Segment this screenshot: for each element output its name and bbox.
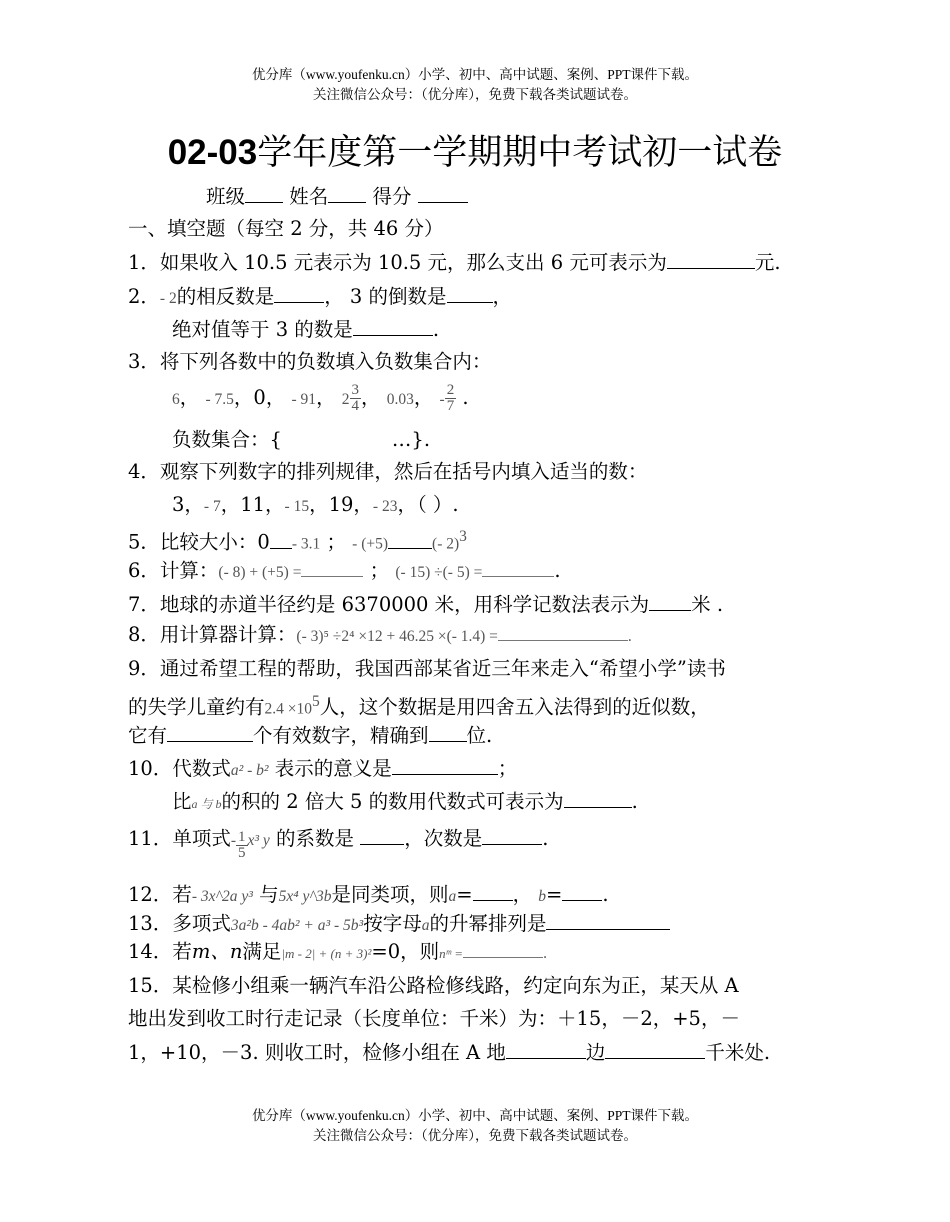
question-9-line-3: 它有 个有效数字，精确到 位. xyxy=(128,724,493,747)
footer-line-2: 关注微信公众号：（优分库），免费下载各类试题试卷。 xyxy=(313,1128,637,1143)
header-line-2: 关注微信公众号：（优分库），免费下载各类试题试卷。 xyxy=(313,87,637,102)
q2-blank-1[interactable] xyxy=(274,284,324,303)
q5-blank-2[interactable] xyxy=(388,530,432,549)
q3-n2: - 7.5 xyxy=(205,391,234,408)
q5-blank-1[interactable] xyxy=(270,530,292,549)
q3-n1: 6 xyxy=(172,391,180,408)
q3-n5-whole: 2 xyxy=(341,391,350,408)
question-1 xyxy=(128,250,781,275)
question-14: 14．若m、n满足|m - 2| + (n + 3)²=0，则nᵐ = . xyxy=(128,940,547,963)
question-9-line-2: 的失学儿童约有$2.4 \times 10^5$人，这个数据是用四舍五入法得到的近似数， xyxy=(128,693,710,719)
question-7: 7．地球的赤道半径约是 6370000 米，用科学记数法表示为 米 . xyxy=(128,593,724,616)
question-12: 12．若- 3x^2a y³ 与5x⁴ y^3b是同类项，则a= ， b= . xyxy=(128,883,609,906)
q3-n7-fraction: $\frac{2}{7}$ xyxy=(446,382,455,414)
q3-n4: - 91 xyxy=(291,391,317,408)
q7-blank[interactable] xyxy=(649,592,691,611)
q15-blank-2[interactable] xyxy=(605,1040,705,1059)
q1-end: 元. xyxy=(754,251,781,274)
q2-num: 2． xyxy=(128,285,160,308)
student-info xyxy=(206,184,468,209)
question-11: 11．单项式- $\frac{1}{5}$ x³ y 的系数是 ，次数是 . xyxy=(128,827,549,861)
q8-blank[interactable] xyxy=(498,626,628,641)
q11-fraction: $\frac{1}{5}$ xyxy=(238,829,246,861)
q2-text-a: 的相反数是 xyxy=(176,285,275,308)
q10-blank-1[interactable] xyxy=(392,756,498,775)
q3-n3: 0 xyxy=(253,386,266,409)
question-9: 9．通过希望工程的帮助，我国西部某省近三年来走入“希望小学”读书 xyxy=(128,657,726,680)
header-line-1: 优分库（www.youfenku.cn）小学、初中、高中试题、案例、PPT课件下载。 xyxy=(251,67,699,82)
q3-set-end: …}. xyxy=(391,428,431,451)
q4-sequence: 3，- 7，11，- 15，19，- 23，（ ）. xyxy=(172,493,459,516)
score-label: 得分 xyxy=(372,185,412,208)
score-blank[interactable] xyxy=(418,184,468,203)
q12-blank-b[interactable] xyxy=(562,882,602,901)
q6-blank-1[interactable] xyxy=(301,562,363,577)
question-6: 6．计算：(- 8) + (+5) = ； (- 15) ÷(- 5) = . xyxy=(128,559,561,582)
q3-n5-fraction: $\frac{3}{4}$ xyxy=(351,382,360,414)
page-title xyxy=(0,125,950,175)
title-text: 学年度第一学期期中考试初一试卷 xyxy=(257,133,783,173)
question-15: 15．某检修小组乘一辆汽车沿公路检修线路，约定向东为正，某天从 A xyxy=(128,974,739,997)
q15-blank-1[interactable] xyxy=(506,1040,586,1059)
q11-blank-2[interactable] xyxy=(482,826,542,845)
question-5: 5．比较大小：0 - 3.1 ； - (+5) (- 2)$^3$ xyxy=(128,528,467,554)
footer-line-1: 优分库（www.youfenku.cn）小学、初中、高中试题、案例、PPT课件下载。 xyxy=(251,1108,699,1123)
question-10-line-2: 比a 与 b的积的 2 倍大 5 的数用代数式可表示为 . xyxy=(172,790,638,813)
question-15-line-3: 1，+10，－3. 则收工时，检修小组在 A 地 边 千米处. xyxy=(128,1041,771,1064)
q10-blank-2[interactable] xyxy=(564,789,632,808)
question-10: 10．代数式a² - b² 表示的意义是 ； xyxy=(128,757,518,780)
question-3: 3．将下列各数中的负数填入负数集合内： xyxy=(128,350,492,373)
q13-blank[interactable] xyxy=(546,911,670,930)
section-heading: 一、填空题（每空 2 分，共 46 分） xyxy=(128,217,444,240)
q9-blank-2[interactable] xyxy=(429,723,467,742)
q3-n7-sign: - xyxy=(439,391,445,408)
q9-blank-1[interactable] xyxy=(167,723,253,742)
q3-number-list: 6， - 7.5，0， - 91， 2 $\frac{3}{4}$ ， 0.03， - $\frac{2}{7}$ . xyxy=(172,382,469,414)
q3-n6: 0.03 xyxy=(386,391,414,408)
question-2 xyxy=(128,284,512,311)
q2-math: - 2 xyxy=(159,290,177,307)
q2-blank-2[interactable] xyxy=(447,284,493,303)
q14-blank[interactable] xyxy=(463,943,543,958)
question-13: 13．多项式3a²b - 4ab² + a³ - 5b³按字母a的升幂排列是 xyxy=(128,911,670,938)
q6-blank-2[interactable] xyxy=(482,562,554,577)
title-year: 02-03 xyxy=(167,133,258,172)
q1-blank[interactable] xyxy=(667,250,755,269)
q11-blank-1[interactable] xyxy=(360,826,404,845)
q2-text-b: ， 3 的倒数是 xyxy=(324,285,447,308)
q3-negative-set xyxy=(172,428,430,452)
q3-set-label: 负数集合：{ xyxy=(172,428,282,451)
name-label: 姓名 xyxy=(289,185,329,208)
q1-text: 1．如果收入 10.5 元表示为 10.5 元，那么支出 6 元可表示为 xyxy=(128,251,667,274)
q2-blank-3[interactable] xyxy=(353,317,433,336)
question-4: 4．观察下列数字的排列规律，然后在括号内填入适当的数： xyxy=(128,460,648,483)
question-15-line-2: 地出发到收工时行走记录（长度单位：千米）为：＋15，－2，+5，－ xyxy=(128,1007,740,1030)
q12-blank-a[interactable] xyxy=(473,882,513,901)
name-blank[interactable] xyxy=(328,184,366,203)
question-2-line-2: 绝对值等于 3 的数是 . xyxy=(172,318,440,341)
question-8: 8．用计算器计算：(- 3)⁵ ÷2⁴ ×12 + 46.25 ×(- 1.4) = . xyxy=(128,623,632,646)
q2-text-c: ， xyxy=(492,285,513,308)
class-label: 班级 xyxy=(206,185,246,208)
class-blank[interactable] xyxy=(245,184,283,203)
q2-line2-text: 绝对值等于 3 的数是 xyxy=(172,318,353,341)
